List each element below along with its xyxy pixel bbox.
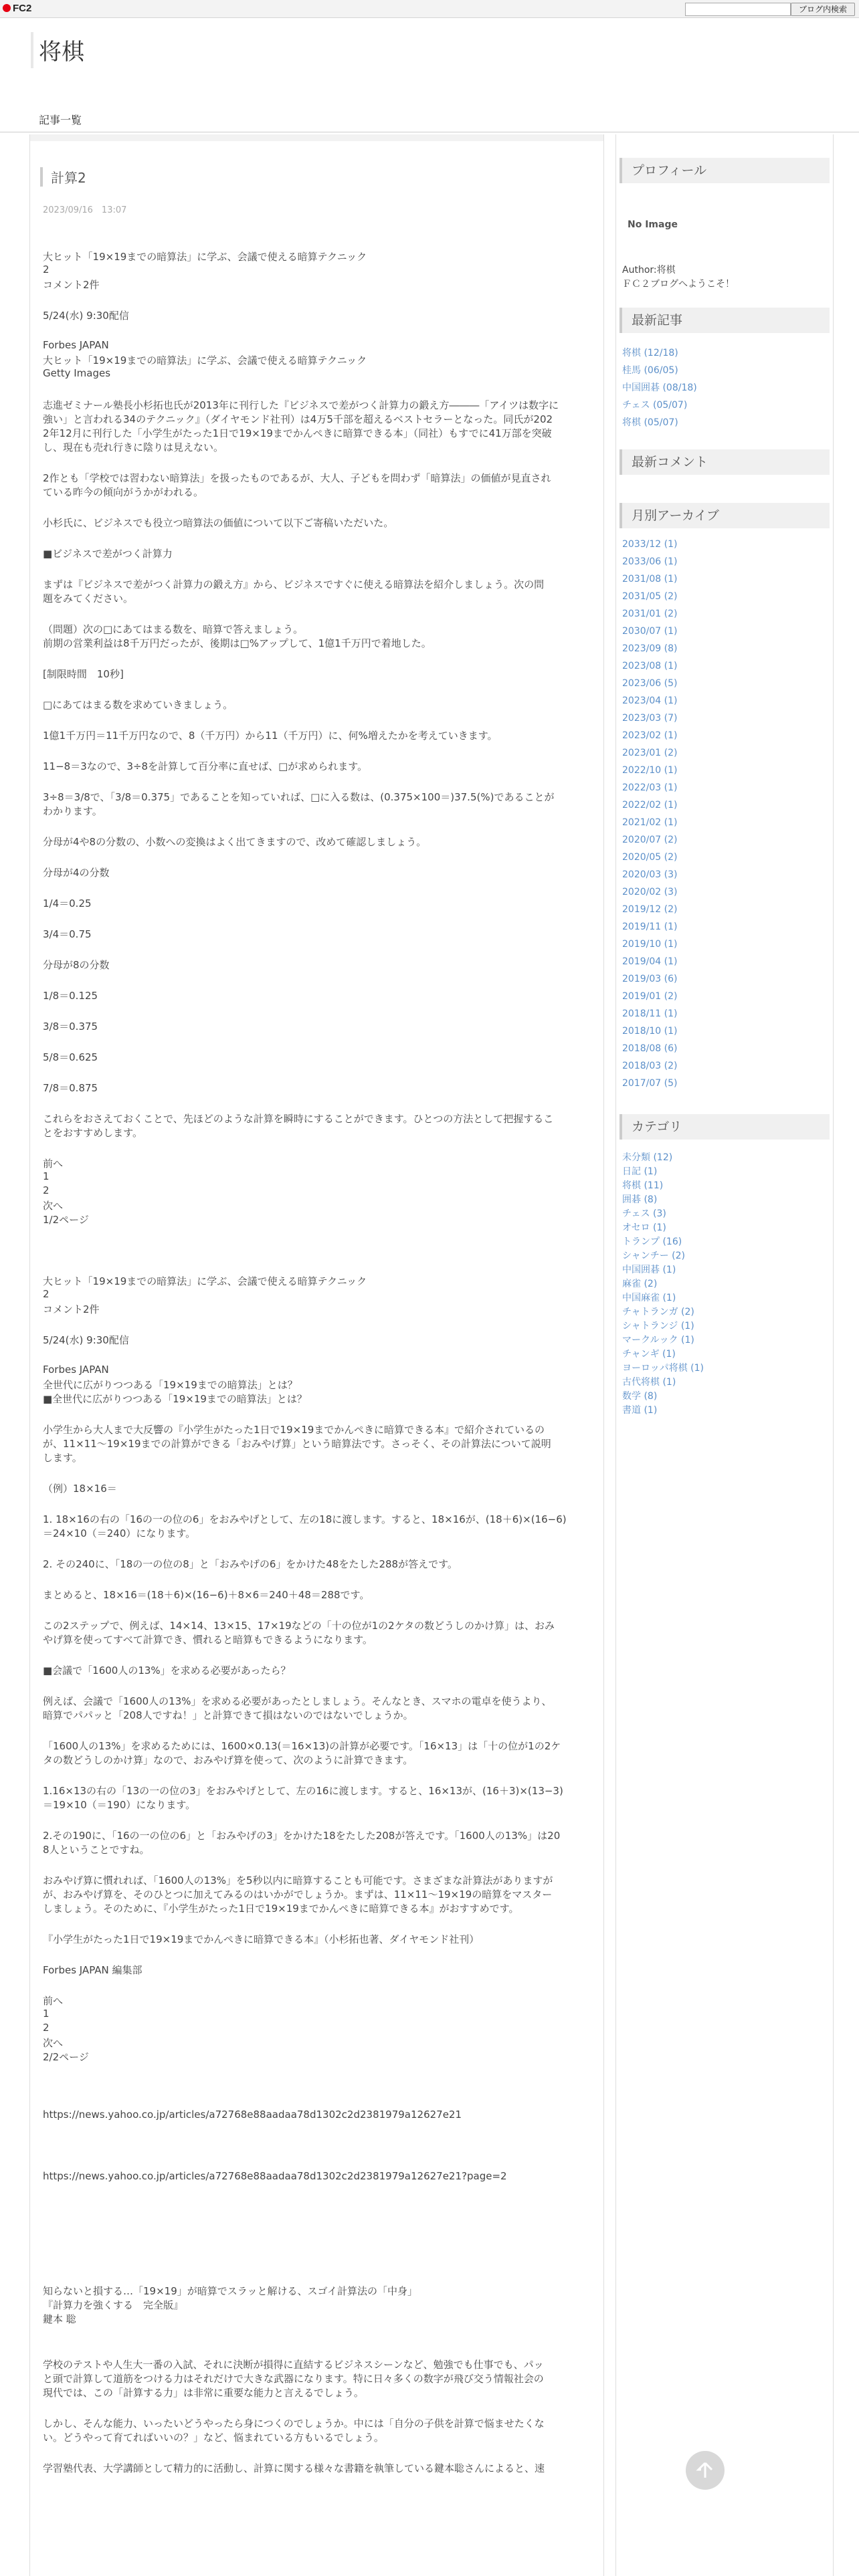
entry-body-line: 鍵本 聡 — [43, 2313, 76, 2325]
category-link[interactable]: チャンギ (1) — [622, 1349, 676, 1360]
entry-body-line: 大ヒット「19×19までの暗算法」に学ぶ、会議で使える暗算テクニック — [43, 251, 367, 263]
entry-body-line: 「1600人の13%」を求めるためには、1600×0.13(＝16×13)の計算が必要です。「16×13」は「十の位が1の2ケ — [43, 1740, 561, 1752]
entry-body-line: 次へ — [43, 2037, 64, 2049]
recent-heading: 最新記事 — [619, 308, 830, 333]
archive-month-link[interactable]: 2020/02 (3) — [622, 887, 678, 897]
entry-body-line: ■ビジネスで差がつく計算力 — [43, 548, 173, 560]
recent-entry-link[interactable]: 将棋 (05/07) — [622, 417, 678, 428]
entry-body-line: 2 — [43, 1184, 50, 1196]
archive-month-link[interactable]: 2023/09 (8) — [622, 643, 678, 654]
entry-body-line: 1/2ページ — [43, 1214, 89, 1226]
recent-entry-link[interactable]: 中国囲碁 (08/18) — [622, 383, 697, 393]
global-nav — [0, 109, 859, 132]
entry-body-line: 2 — [43, 2022, 50, 2034]
entry-body-line: ■会議で「1600人の13%」を求める必要があったら？ — [43, 1665, 291, 1677]
entry-body-line: 小学生から大人まで大反響の『小学生がたった1日で19×19までかんぺきに暗算できる本』で紹介されているの — [43, 1424, 545, 1436]
entry-body-line: 大ヒット「19×19までの暗算法」に学ぶ、会議で使える暗算テクニック — [43, 354, 367, 366]
entry-body-line: 前へ — [43, 1995, 64, 2007]
entry-body-line: この2ステップで、例えば、14×14、13×15、17×19などの「十の位が1の2ケタの数どうしのかけ算」は、おみ — [43, 1620, 555, 1632]
archive-month-link[interactable]: 2031/08 (1) — [622, 574, 678, 584]
archive-month-link[interactable]: 2019/04 (1) — [622, 956, 678, 967]
archive-month-link[interactable]: 2023/04 (1) — [622, 695, 678, 706]
fc2-logo[interactable] — [3, 3, 31, 14]
entry-body-line: 1 — [43, 1170, 50, 1182]
entry-body-line: まずは『ビジネスで差がつく計算力の鍛え方』から、ビジネスですぐに使える暗算法を紹介しましょう。次の問 — [43, 578, 545, 591]
profile-author: Author:将棋 — [622, 265, 676, 276]
archive-month-link[interactable]: 2031/01 (2) — [622, 609, 678, 619]
entry-body-line: 暗算でパパッと「208人ですね！」と計算できて損はないのではないでしょうか。 — [43, 1709, 413, 1721]
main-top-edge — [30, 134, 603, 141]
archive-month-link[interactable]: 2033/12 (1) — [622, 539, 678, 550]
archive-month-link[interactable]: 2023/01 (2) — [622, 748, 678, 758]
entry-body-line: 学校のテストや人生大一番の入試、それに決断が損得に直結するビジネスシーンなど、勉強でも仕事でも、パッ — [43, 2359, 544, 2371]
entry-body-line: しましょう。そのために、『小学生がたった1日で19×19までかんぺきに暗算できる本』がおすすめです。 — [43, 1903, 519, 1915]
archive-month-link[interactable]: 2021/02 (1) — [622, 817, 678, 828]
profile-welcome: ＦＣ２ブログへようこそ！ — [622, 279, 735, 290]
entry-body-line: Forbes JAPAN — [43, 339, 109, 351]
entry-body-line: 2.その190に、「16の一の位の6」と「おみやげの3」をかけた18をたした208が答えです。「1600人の13%」は20 — [43, 1830, 561, 1842]
entry-body-line: □にあてはまる数を求めていきましょう。 — [43, 699, 233, 711]
arrow-up-icon — [695, 2460, 715, 2480]
entry-body-line: （問題）次の□にあてはまる数を、暗算で答えましょう。 — [43, 623, 304, 635]
category-link[interactable]: トランプ (16) — [622, 1237, 682, 1247]
archive-month-link[interactable]: 2020/05 (2) — [622, 852, 678, 863]
entry-body-line: とをおすすめします。 — [43, 1127, 142, 1139]
entry-body-line: 3/8＝0.375 — [43, 1021, 98, 1033]
entry-source-link[interactable]: 現代では、この「計算する力」は非常に重要な能力と言えるでしょう。 — [43, 2387, 364, 2399]
archive-month-link[interactable]: 2023/02 (1) — [622, 730, 678, 741]
category-link[interactable]: 書道 (1) — [622, 1405, 658, 1416]
title-accent — [31, 32, 33, 68]
entry-body-line: 2/2ページ — [43, 2051, 89, 2063]
entry-body-line: 全世代に広がりつつある「19×19までの暗算法」とは？ — [43, 1379, 298, 1391]
entry-body-line: 2 — [43, 263, 50, 276]
entry-body-line: 題をみてください。 — [43, 593, 134, 605]
entry-body-line: 『小学生がたった1日で19×19までかんぺきに暗算できる本』（小杉拓也著、ダイヤモンド社刊） — [43, 1933, 480, 1945]
entry-title[interactable]: 計算2 — [40, 167, 86, 187]
category-link[interactable]: 麻雀 (2) — [622, 1279, 658, 1289]
archive-heading: 月別アーカイブ — [619, 503, 830, 528]
entry-body-line: 志進ゼミナール塾長小杉拓也氏が2013年に刊行した『ビジネスで差がつく計算力の鍛え方―――「アイツは数字に — [43, 399, 559, 411]
entry-body-line: 前期の営業利益は8千万円だったが、後期は□%アップして、1億1千万円で着地した。 — [43, 637, 432, 649]
recent-entry-link[interactable]: チェス (05/07) — [622, 400, 688, 411]
archive-month-link[interactable]: 2018/11 (1) — [622, 1008, 678, 1019]
archive-month-link[interactable]: 2019/10 (1) — [622, 939, 678, 950]
profile-image-placeholder: No Image — [628, 219, 678, 230]
category-heading: カテゴリ — [619, 1114, 830, 1140]
category-link[interactable]: 数学 (8) — [622, 1391, 658, 1402]
entry-body-line: 分母が8の分数 — [43, 959, 110, 971]
archive-month-link[interactable]: 2022/02 (1) — [622, 800, 678, 811]
entry-body-line: 分母が4や8の分数の、小数への変換はよく出てきますので、改めて確認しましょう。 — [43, 836, 427, 848]
entry-body-line: Getty Images — [43, 367, 111, 379]
entry-body-line: 1. 18×16の右の「16の一の位の6」をおみやげとして、左の18に渡します。すると、18×16が、(18＋6)×(16−6) — [43, 1513, 567, 1525]
entry-date: 2023/09/16 13:07 — [43, 205, 127, 215]
entry-body-line: 2年12月に刊行した「小学生がたった1日で19×19までかんぺきに暗算できる本」（同社）もすでに41万部を突破 — [43, 427, 552, 439]
comments-heading: 最新コメント — [619, 449, 830, 475]
entry-body-line: 5/24(水) 9:30配信 — [43, 1334, 129, 1346]
entry-body-line: しかし、そんな能力、いったいどうやったら身につくのでしょうか。中には「自分の子供を計算で悩ませたくな — [43, 2418, 545, 2430]
fc2-logo-icon — [3, 4, 11, 12]
entry-body-line: やげ算を使ってすべて計算でき、慣れると暗算もできるようになります。 — [43, 1634, 373, 1646]
category-link[interactable]: シャンチー (2) — [622, 1251, 686, 1261]
entry-body-line: 学習塾代表、大学講師として精力的に活動し、計算に関する様々な書籍を執筆している鍵本聡さんによると、速 — [43, 2462, 545, 2474]
archive-month-link[interactable]: 2018/03 (2) — [622, 1061, 678, 1071]
entry-body-line: 分母が4の分数 — [43, 867, 110, 879]
category-link[interactable]: 囲碁 (8) — [622, 1194, 658, 1205]
nav-article-list[interactable]: 記事一覧 — [39, 114, 82, 126]
entry-body-line: まとめると、18×16＝(18＋6)×(16−6)＋8×6＝240＋48＝288です。 — [43, 1589, 370, 1601]
fc2-header-bar — [0, 0, 859, 18]
entry-body-line: 11−8＝3なので、3÷8を計算して百分率に直せば、□が求められます。 — [43, 760, 368, 772]
category-link[interactable]: ヨーロッパ将棋 (1) — [622, 1363, 704, 1374]
category-link[interactable]: 日記 (1) — [622, 1166, 658, 1177]
entry-body-line: ■全世代に広がりつつある「19×19までの暗算法」とは？ — [43, 1393, 307, 1405]
entry-body-line: （例）18×16＝ — [43, 1483, 117, 1495]
archive-month-link[interactable]: 2019/11 (1) — [622, 922, 678, 932]
entry-body-line: 7/8＝0.875 — [43, 1082, 98, 1094]
entry-body-line: コメント2件 — [43, 1303, 100, 1315]
entry-body-line: し、現在も売れ行きに陰りは見えない。 — [43, 441, 224, 453]
category-link[interactable]: 中国麻雀 (1) — [622, 1293, 676, 1303]
blog-search-input[interactable] — [685, 3, 791, 16]
category-link[interactable]: 将棋 (11) — [622, 1180, 664, 1191]
archive-month-link[interactable]: 2018/08 (6) — [622, 1043, 678, 1054]
entry-body-line: 1.16×13の右の「13の一の位の3」をおみやげとして、左の16に渡します。すると、16×13が、(16＋3)×(13−3) — [43, 1785, 563, 1797]
entry-body-line: Forbes JAPAN 編集部 — [43, 1964, 142, 1976]
scroll-to-top-button[interactable] — [686, 2451, 725, 2490]
entry-body-line: https://news.yahoo.co.jp/articles/a72768e88aadaa78d1302c2d2381979a12627e21?page=2 — [43, 2170, 507, 2182]
category-link[interactable]: 古代将棋 (1) — [622, 1377, 676, 1388]
entry-body-line: 5/8＝0.625 — [43, 1051, 98, 1063]
entry-body-line: 大ヒット「19×19までの暗算法」に学ぶ、会議で使える暗算テクニック — [43, 1275, 367, 1287]
archive-month-link[interactable]: 2030/07 (1) — [622, 626, 678, 637]
entry-body-line: 前へ — [43, 1158, 64, 1170]
entry-body-line: 2作とも「学校では習わない暗算法」を扱ったものであるが、大人、子どもを問わず「暗算法」の価値が見直され — [43, 472, 551, 484]
archive-month-link[interactable]: 2023/08 (1) — [622, 661, 678, 671]
archive-month-link[interactable]: 2022/03 (1) — [622, 782, 678, 793]
entry-body-line: 小杉氏に、ビジネスでも役立つ暗算法の価値について以下ご寄稿いただいた。 — [43, 517, 394, 529]
entry-body-line: い。どうやって育てればいいの？」など、悩まれている方もいるでしょう。 — [43, 2432, 384, 2444]
main-column — [29, 134, 604, 2576]
entry-body-line: おみやげ算に慣れれば、「1600人の13%」を5秒以内に暗算することも可能です。さまざまな計算法がありますが — [43, 1874, 553, 1887]
archive-month-link[interactable]: 2020/03 (3) — [622, 869, 678, 880]
entry-body-line: 例えば、会議で「1600人の13%」を求める必要があったとしましょう。そんなとき、スマホの電卓を使うより、 — [43, 1695, 552, 1707]
category-link[interactable]: シャトランジ (1) — [622, 1321, 694, 1331]
entry-body-line: 1 — [43, 2008, 50, 2020]
archive-month-link[interactable]: 2022/10 (1) — [622, 765, 678, 776]
entry-body-line: これらをおさえておくことで、先ほどのような計算を瞬時にすることができます。ひとつの方法として把握するこ — [43, 1113, 554, 1125]
archive-month-link[interactable]: 2033/06 (1) — [622, 556, 678, 567]
entry-body-line: 1/8＝0.125 — [43, 990, 98, 1002]
profile-heading: プロフィール — [619, 158, 830, 183]
archive-month-link[interactable]: 2023/06 (5) — [622, 678, 678, 689]
entry-body-line: 1億1千万円＝11千万円なので、8（千万円）から11（千万円）に、何%増えたかを考えていきます。 — [43, 730, 498, 742]
category-link[interactable]: チャトランガ (2) — [622, 1307, 694, 1317]
archive-month-link[interactable]: 2019/12 (2) — [622, 904, 678, 915]
archive-month-link[interactable]: 2018/10 (1) — [622, 1026, 678, 1037]
entry-body-line: 8人ということですね。 — [43, 1844, 150, 1856]
entry-source-link[interactable]: と頭で計算して道筋をつける力はそれだけで大きな武器になります。特に日々多くの数字が飛び交う情報社会の — [43, 2373, 544, 2385]
entry-body-line: [制限時間 10秒] — [43, 668, 124, 680]
entry-body-line: https://news.yahoo.co.jp/articles/a72768e88aadaa78d1302c2d2381979a12627e21 — [43, 2109, 462, 2121]
blog-search-button[interactable]: ブログ内検索 — [791, 3, 855, 16]
category-link[interactable]: オセロ (1) — [622, 1222, 666, 1233]
archive-month-link[interactable]: 2017/07 (5) — [622, 1078, 678, 1089]
archive-month-link[interactable]: 2023/03 (7) — [622, 713, 678, 724]
entry-body-line: 5/24(水) 9:30配信 — [43, 310, 129, 322]
entry-body-line: 知らないと損する…「19×19」が暗算でスラッと解ける、スゴイ計算法の「中身」 — [43, 2285, 417, 2297]
entry-body-line: コメント2件 — [43, 279, 100, 291]
entry-body-line: 2 — [43, 1288, 50, 1300]
entry-body-line: が、11×11〜19×19までの計算ができる「おみやげ算」という暗算法です。さっそく、その計算法について説明 — [43, 1438, 551, 1450]
recent-entry-link[interactable]: 将棋 (12/18) — [622, 348, 678, 358]
entry-body-line: 1/4＝0.25 — [43, 897, 92, 909]
category-link[interactable]: 未分類 (12) — [622, 1152, 673, 1163]
archive-month-link[interactable]: 2019/01 (2) — [622, 991, 678, 1002]
entry-body-line: ＝24×10（＝240）になります。 — [43, 1527, 196, 1539]
entry-body-line: Forbes JAPAN — [43, 1364, 109, 1376]
entry-body-line: 3/4＝0.75 — [43, 928, 92, 940]
category-link[interactable]: 中国囲碁 (1) — [622, 1265, 676, 1275]
entry-body-line: 強い」と言われる34のテクニック』（ダイヤモンド社刊）は4万5千部を超えるベストセラーとなった。同氏が202 — [43, 413, 553, 425]
category-link[interactable]: チェス (3) — [622, 1208, 666, 1219]
archive-month-link[interactable]: 2019/03 (6) — [622, 974, 678, 984]
entry-body-line: が、おみやげ算を、そのひとつに加えてみるのはいかがでしょうか。まずは、11×11〜19×19の暗算をマスター — [43, 1889, 553, 1901]
recent-entry-link[interactable]: 桂馬 (06/05) — [622, 365, 678, 376]
entry-body-line: タの数どうしのかけ算」なので、おみやげ算を使って、次のように計算できます。 — [43, 1754, 413, 1766]
entry-body-line: 2. その240に、「18の一の位の8」と「おみやげの6」をかけた48をたした288が答えです。 — [43, 1558, 458, 1570]
entry-body-line: ている昨今の傾向がうかがわれる。 — [43, 486, 204, 498]
archive-month-link[interactable]: 2031/05 (2) — [622, 591, 678, 602]
archive-month-link[interactable]: 2020/07 (2) — [622, 835, 678, 845]
entry-body-line: ＝19×10（＝190）になります。 — [43, 1799, 196, 1811]
category-link[interactable]: マークルック (1) — [622, 1335, 694, 1346]
fc2-logo-text: FC2 — [13, 3, 32, 14]
entry-body-line: します。 — [43, 1452, 82, 1464]
blog-title[interactable]: 将棋 — [39, 39, 84, 66]
entry-body-line: わかります。 — [43, 805, 102, 817]
entry-body-line: 3÷8＝3/8で、「3/8＝0.375」であることを知っていれば、□に入る数は、(0.375×100＝)37.5(%)であることが — [43, 791, 555, 803]
entry-body-line: 次へ — [43, 1200, 64, 1212]
entry-body-line: 『計算力を強くする 完全版』 — [43, 2299, 184, 2311]
